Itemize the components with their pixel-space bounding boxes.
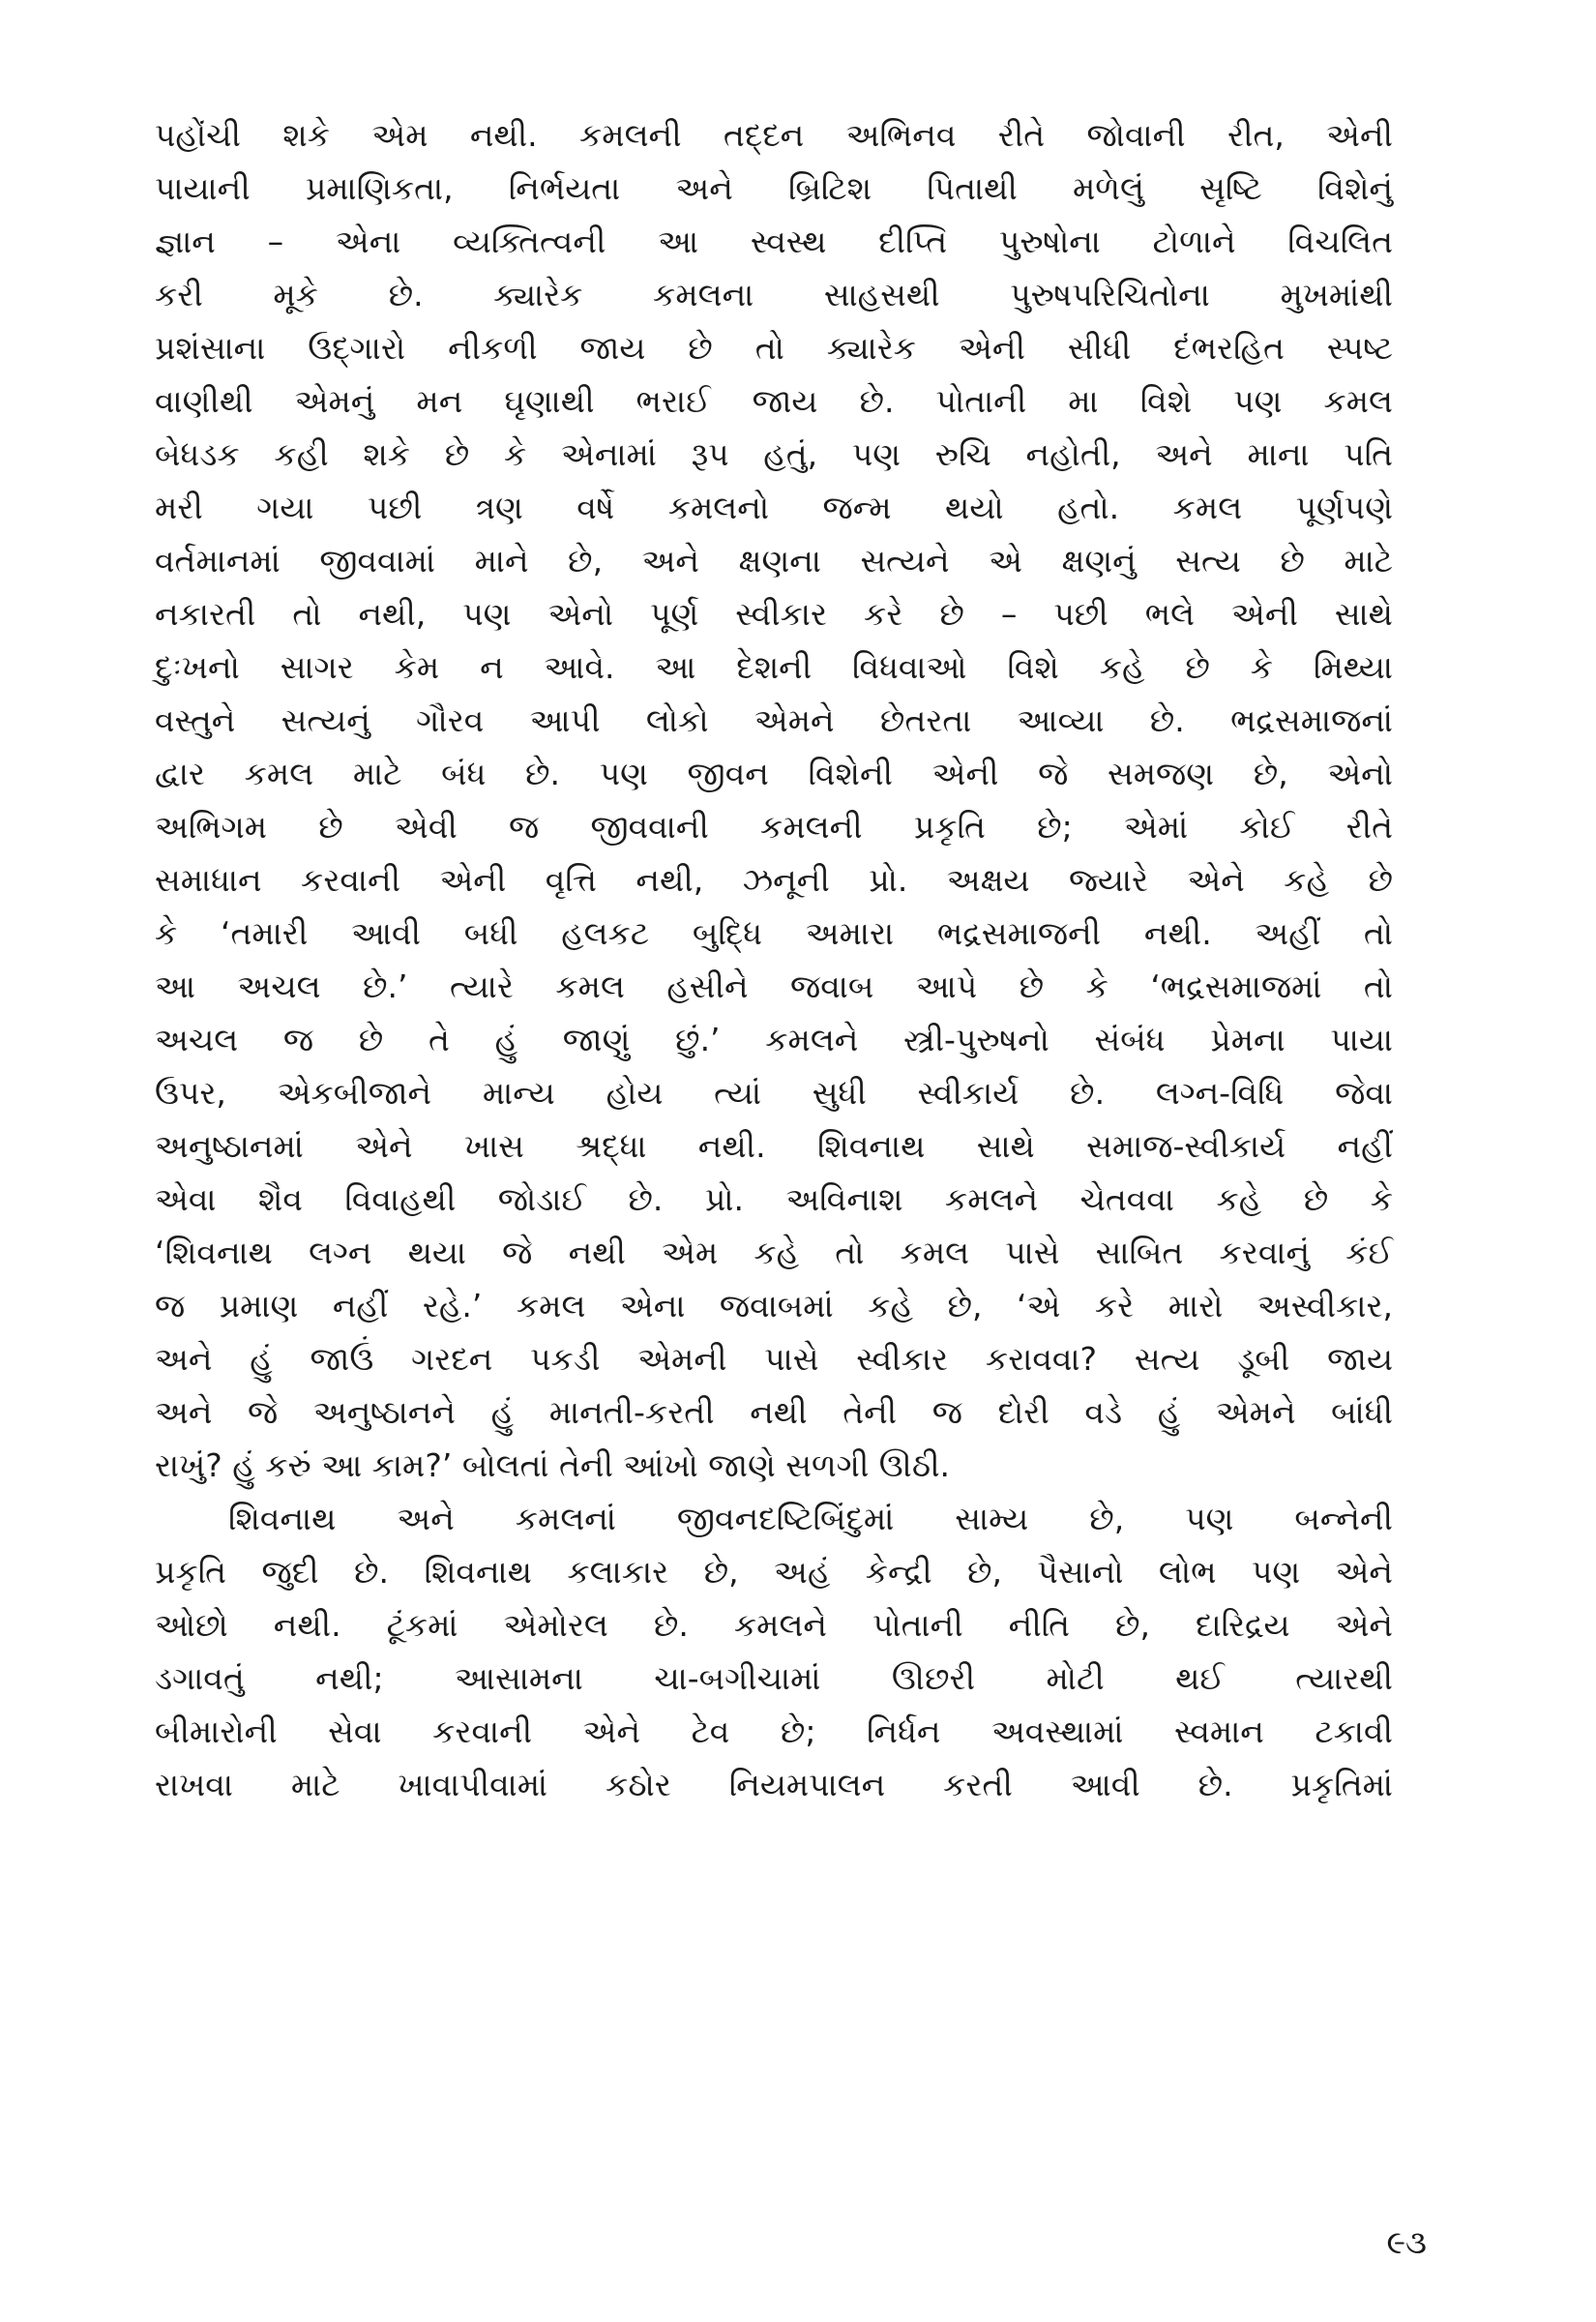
page-number: ૯૩ bbox=[1386, 2223, 1427, 2261]
text-line: પ્રશંસાના ઉદ્ગારો નીકળી જાય છે તો ક્યારેક એની સીધી દંભરહિત સ્પષ્ટ bbox=[155, 329, 1393, 367]
text-line: પ્રકૃતિ જુદી છે. શિવનાથ કલાકાર છે, અહં કેન્દ્રી છે, પૈસાનો લોભ પણ એને bbox=[155, 1553, 1393, 1591]
text-line: અચલ જ છે તે હું જાણું છું.’ કમલને સ્ત્રી-પુરુષનો સંબંધ પ્રેમના પાયા bbox=[155, 1021, 1393, 1058]
text-line: આ અચલ છે.’ ત્યારે કમલ હસીને જવાબ આપે છે કે ‘ભદ્રસમાજમાં તો bbox=[155, 968, 1393, 1005]
text-line: ડગાવતું નથી; આસામના ચા-બગીચામાં ઊછરી મોટી થઈ ત્યારથી bbox=[155, 1659, 1393, 1697]
text-line: બીમારોની સેવા કરવાની એને ટેવ છે; નિર્ધન અવસ્થામાં સ્વમાન ટકાવી bbox=[155, 1712, 1393, 1750]
paragraph-2 bbox=[155, 1492, 1393, 1811]
text-line: અભિગમ છે એવી જ જીવવાની કમલની પ્રકૃતિ છે; એમાં કોઈ રીતે bbox=[155, 808, 1393, 846]
text-line: પહોંચી શકે એમ નથી. કમલની તદ્દન અભિનવ રીતે જોવાની રીત, એની bbox=[155, 116, 1393, 154]
text-line: કે ‘તમારી આવી બધી હલકટ બુદ્ધિ અમારા ભદ્રસમાજની નથી. અહીં તો bbox=[155, 914, 1393, 952]
text-line: બેધડક કહી શકે છે કે એનામાં રૂપ હતું, પણ રુચિ નહોતી, અને માના પતિ bbox=[155, 435, 1393, 473]
text-line: ‘શિવનાથ લગ્ન થયા જે નથી એમ કહે તો કમલ પાસે સાબિત કરવાનું કંઈ bbox=[155, 1234, 1393, 1271]
text-line: સમાધાન કરવાની એની વૃત્તિ નથી, ઝનૂની પ્રો. અક્ષય જ્યારે એને કહે છે bbox=[155, 861, 1393, 899]
text-line: ઓછો નથી. ટૂંકમાં એમોરલ છે. કમલને પોતાની નીતિ છે, દારિદ્રય એને bbox=[155, 1606, 1393, 1644]
text-line: મરી ગયા પછી ત્રણ વર્ષે કમલનો જન્મ થયો હતો. કમલ પૂર્ણપણે bbox=[155, 489, 1393, 526]
paragraph-1 bbox=[155, 108, 1393, 1492]
text-line: રાખવા માટે ખાવાપીવામાં કઠોર નિયમપાલન કરતી આવી છે. પ્રકૃતિમાં bbox=[155, 1766, 1393, 1803]
page-body bbox=[155, 108, 1393, 2218]
text-line: અને જે અનુષ્ઠાનને હું માનતી-કરતી નથી તેની જ દોરી વડે હું એમને બાંધી bbox=[155, 1393, 1393, 1431]
text-line: વર્તમાનમાં જીવવામાં માને છે, અને ક્ષણના સત્યને એ ક્ષણનું સત્ય છે માટે bbox=[155, 542, 1393, 580]
text-line: અનુષ્ઠાનમાં એને ખાસ શ્રદ્ધા નથી. શિવનાથ સાથે સમાજ-સ્વીકાર્ય નહીં bbox=[155, 1127, 1393, 1165]
text-line: કરી મૂકે છે. ક્યારેક કમલના સાહસથી પુરુષપરિચિતોના મુખમાંથી bbox=[155, 276, 1393, 313]
text-line: વસ્તુને સત્યનું ગૌરવ આપી લોકો એમને છેતરતા આવ્યા છે. ભદ્રસમાજનાં bbox=[155, 701, 1393, 739]
text-line: અને હું જાઉં ગરદન પકડી એમની પાસે સ્વીકાર કરાવવા? સત્ય ડૂબી જાય bbox=[155, 1340, 1393, 1378]
text-line: નકારતી તો નથી, પણ એનો પૂર્ણ સ્વીકાર કરે છે – પછી ભલે એની સાથે bbox=[155, 595, 1393, 633]
text-line: જ્ઞાન – એના વ્યક્તિત્વની આ સ્વસ્થ દીપ્તિ પુરુષોના ટોળાને વિચલિત bbox=[155, 223, 1393, 260]
text-line: રાખું? હું કરું આ કામ?’ બોલતાં તેની આંખો જાણે સળગી ઊઠી. bbox=[155, 1446, 951, 1484]
text-line: ઉપર, એકબીજાને માન્ય હોય ત્યાં સુધી સ્વીકાર્ય છે. લગ્ન-વિધિ જેવા bbox=[155, 1074, 1393, 1112]
text-line: જ પ્રમાણ નહીં રહે.’ કમલ એના જવાબમાં કહે છે, ‘એ કરે મારો અસ્વીકાર, bbox=[155, 1287, 1393, 1325]
text-line: દ્વાર કમલ માટે બંધ છે. પણ જીવન વિશેની એની જે સમજણ છે, એનો bbox=[155, 755, 1393, 792]
text-line: વાણીથી એમનું મન ઘૃણાથી ભરાઈ જાય છે. પોતાની મા વિશે પણ કમલ bbox=[155, 382, 1393, 420]
text-line: એવા શૈવ વિવાહથી જોડાઈ છે. પ્રો. અવિનાશ કમલને ચેતવવા કહે છે કે bbox=[155, 1180, 1393, 1218]
text-line: શિવનાથ અને કમલનાં જીવનદષ્ટિબિંદુમાં સામ્ય છે, પણ બન્નેની bbox=[228, 1500, 1393, 1537]
text-line: દુઃખનો સાગર કેમ ન આવે. આ દેશની વિધવાઓ વિશે કહે છે કે મિથ્યા bbox=[155, 648, 1393, 686]
text-line: પાયાની પ્રમાણિકતા, નિર્ભયતા અને બ્રિટિશ પિતાથી મળેલું સૃષ્ટિ વિશેનું bbox=[155, 169, 1393, 207]
